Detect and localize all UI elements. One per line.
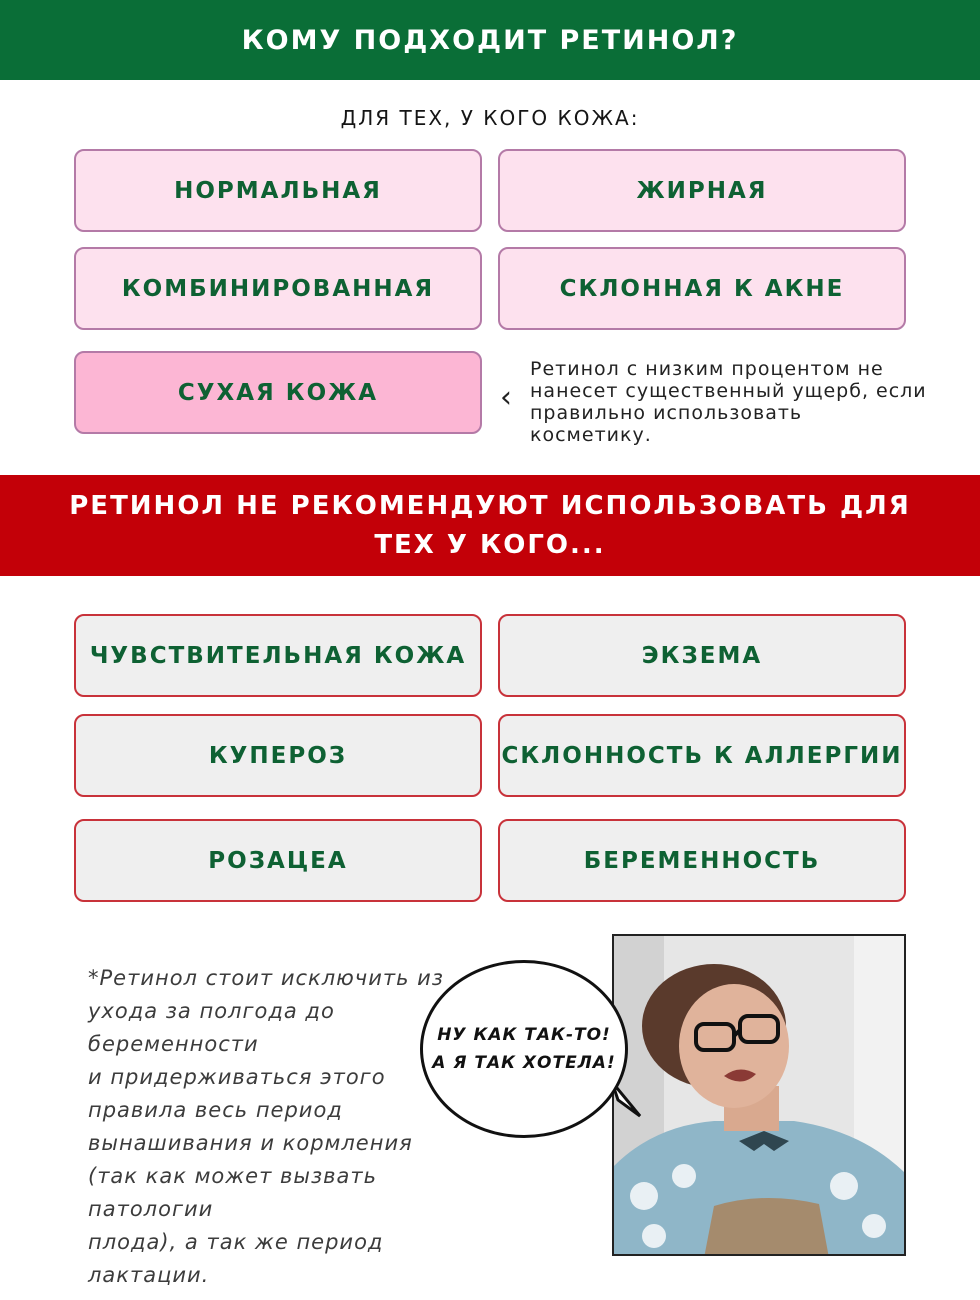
condition-allergy-prone: СКЛОННОСТЬ К АЛЛЕРГИИ [498, 714, 906, 797]
comic-panel [612, 934, 906, 1256]
warning-title-line: ТЕХ У КОГО... [374, 529, 606, 560]
comic-illustration [614, 936, 906, 1256]
skin-type-dry: СУХАЯ КОЖА [74, 351, 482, 434]
skin-type-acne-prone: СКЛОННАЯ К АКНЕ [498, 247, 906, 330]
speech-line: А Я ТАК ХОТЕЛА! [432, 1053, 616, 1073]
condition-eczema: ЭКЗЕМА [498, 614, 906, 697]
footnote-line: ухода за полгода до [88, 999, 335, 1023]
speech-bubble [420, 960, 628, 1138]
note-line: нанесет существенный ущерб, если [530, 380, 927, 402]
warning-banner [0, 475, 980, 576]
suitable-subtitle: ДЛЯ ТЕХ, У КОГО КОЖА: [340, 106, 640, 130]
footnote-line: правила весь период [88, 1098, 343, 1122]
footnote-line: (так как может вызвать патологии [88, 1164, 377, 1221]
condition-pregnancy: БЕРЕМЕННОСТЬ [498, 819, 906, 902]
footnote-line: лактации. [88, 1263, 210, 1287]
skin-type-combination: КОМБИНИРОВАННАЯ [74, 247, 482, 330]
header-banner [0, 0, 980, 80]
chevron-left-icon: ‹ [500, 380, 512, 415]
skin-type-normal: НОРМАЛЬНАЯ [74, 149, 482, 232]
warning-title-line: РЕТИНОЛ НЕ РЕКОМЕНДУЮТ ИСПОЛЬЗОВАТЬ ДЛЯ [69, 490, 911, 521]
note-line: Ретинол с низким процентом не [530, 358, 884, 380]
skin-type-oily: ЖИРНАЯ [498, 149, 906, 232]
footnote-line: вынашивания и кормления [88, 1131, 413, 1155]
note-line: правильно использовать косметику. [530, 402, 803, 446]
footnote-line: и придерживаться этого [88, 1065, 386, 1089]
footnote-line: беременности [88, 1032, 259, 1056]
speech-line: НУ КАК ТАК-ТО! [437, 1025, 611, 1045]
page-title: КОМУ ПОДХОДИТ РЕТИНОЛ? [241, 24, 739, 56]
dry-skin-note [530, 358, 930, 446]
footnote-line: плода), а так же период [88, 1230, 384, 1254]
condition-couperose: КУПЕРОЗ [74, 714, 482, 797]
footnote-line: *Ретинол стоит исключить из [88, 966, 444, 990]
condition-rosacea: РОЗАЦЕА [74, 819, 482, 902]
condition-sensitive-skin: ЧУВСТВИТЕЛЬНАЯ КОЖА [74, 614, 482, 697]
